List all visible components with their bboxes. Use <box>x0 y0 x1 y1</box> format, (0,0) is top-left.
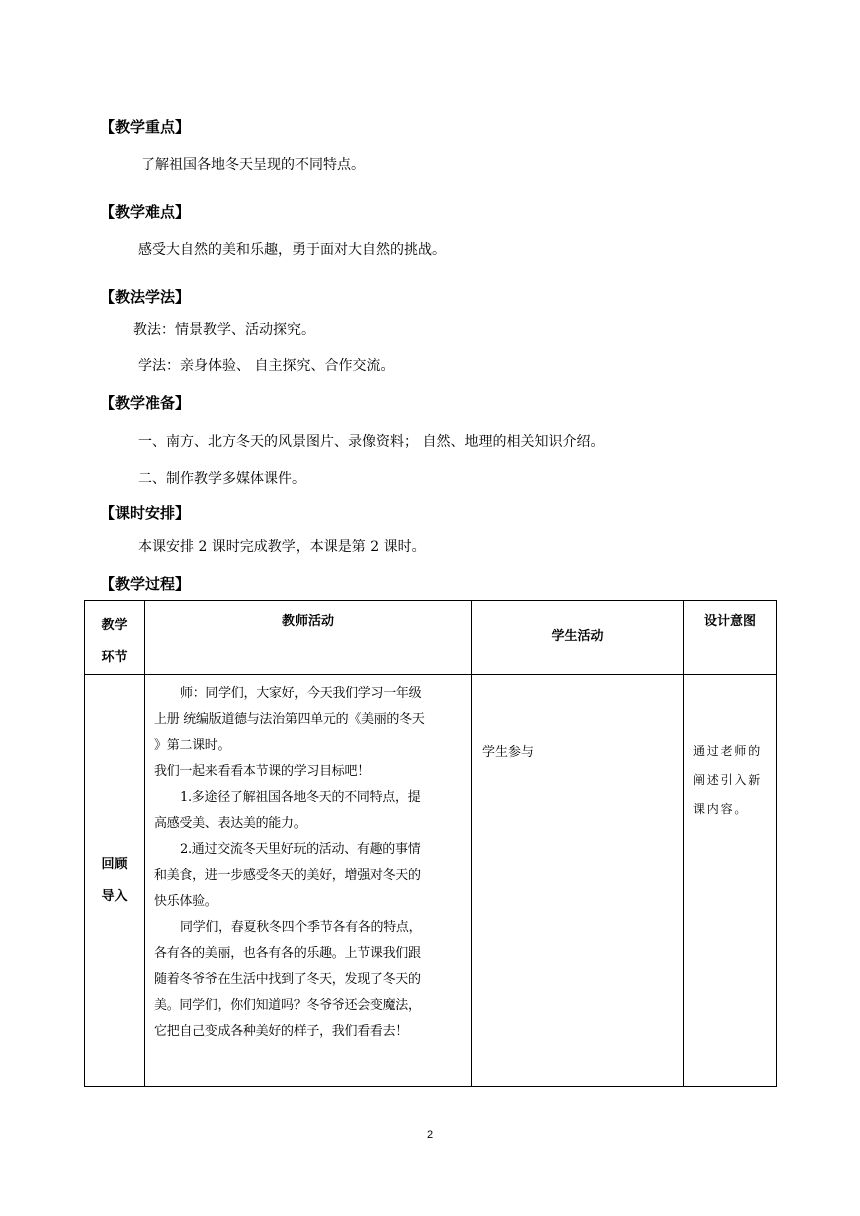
header-design-cell <box>684 601 777 675</box>
design-line: 阐述引入新 <box>693 773 763 787</box>
header-teacher-cell <box>145 601 472 675</box>
preparation-item-2: 二、制作教学多媒体课件。 <box>138 471 306 487</box>
teacher-line: 快乐体验。 <box>154 894 218 909</box>
header-student: 学生活动 <box>551 629 604 644</box>
table-row <box>85 675 777 1087</box>
teacher-line: 和美食，进一步感受冬天的美好，增强对冬天的 <box>154 868 421 883</box>
student-activity-cell <box>472 675 684 1087</box>
learning-method: 学法：亲身体验、 自主探究、合作交流。 <box>138 358 395 374</box>
teacher-activity-cell <box>145 675 472 1087</box>
methods-heading: 【教法学法】 <box>100 288 191 306</box>
teacher-line: 高感受美、表达美的能力。 <box>154 816 307 831</box>
header-teacher: 教师活动 <box>281 614 334 629</box>
teacher-line: 上册 统编版道德与法治第四单元的《美丽的冬天 <box>154 712 425 727</box>
header-stage-line-2: 环节 <box>101 650 128 665</box>
header-stage-cell <box>85 601 145 675</box>
teacher-line: 2.通过交流冬天里好玩的活动、有趣的事情 <box>180 842 421 857</box>
focus-text: 了解祖国各地冬天呈现的不同特点。 <box>141 157 365 173</box>
page-number: 2 <box>426 1129 434 1141</box>
teaching-method: 教法：情景教学、活动探究。 <box>133 322 315 338</box>
stage-line-2: 导入 <box>101 888 128 904</box>
design-intent-cell <box>684 675 777 1087</box>
header-design: 设计意图 <box>703 614 756 629</box>
header-student-cell <box>472 601 684 675</box>
teacher-line: 随着冬爷爷在生活中找到了冬天，发现了冬天的 <box>154 972 421 987</box>
difficulty-text: 感受大自然的美和乐趣，勇于面对大自然的挑战。 <box>138 242 446 258</box>
header-stage-line-1: 教学 <box>101 618 128 633</box>
process-heading: 【教学过程】 <box>100 575 191 593</box>
student-activity: 学生参与 <box>482 745 535 760</box>
preparation-heading: 【教学准备】 <box>100 394 191 412</box>
design-line: 课内容。 <box>693 802 749 816</box>
teacher-line: 它把自己变成各种美好的样子，我们看看去！ <box>154 1024 409 1039</box>
stage-line-1: 回顾 <box>101 856 128 872</box>
schedule-heading: 【课时安排】 <box>100 504 191 522</box>
teacher-line: 》第二课时。 <box>154 738 231 753</box>
preparation-item-1: 一、南方、北方冬天的风景图片、录像资料； 自然、地理的相关知识介绍。 <box>138 434 605 450</box>
focus-heading: 【教学重点】 <box>100 118 191 136</box>
teacher-line: 美。同学们，你们知道吗？冬爷爷还会变魔法， <box>154 998 421 1013</box>
teaching-process-table <box>84 600 777 1087</box>
table-header-row <box>85 601 777 675</box>
teacher-line: 同学们，春夏秋冬四个季节各有各的特点， <box>180 920 422 935</box>
teacher-line: 各有各的美丽，也各有各的乐趣。上节课我们跟 <box>154 946 421 961</box>
teacher-line: 我们一起来看看本节课的学习目标吧！ <box>154 764 370 779</box>
teacher-line: 师：同学们，大家好，今天我们学习一年级 <box>180 686 422 701</box>
design-line: 通过老师的 <box>693 744 763 758</box>
difficulty-heading: 【教学难点】 <box>100 203 191 221</box>
teacher-line: 1.多途径了解祖国各地冬天的不同特点，提 <box>180 790 421 805</box>
stage-cell <box>85 675 145 1087</box>
schedule-text: 本课安排 2 课时完成教学，本课是第 2 课时。 <box>138 539 426 555</box>
